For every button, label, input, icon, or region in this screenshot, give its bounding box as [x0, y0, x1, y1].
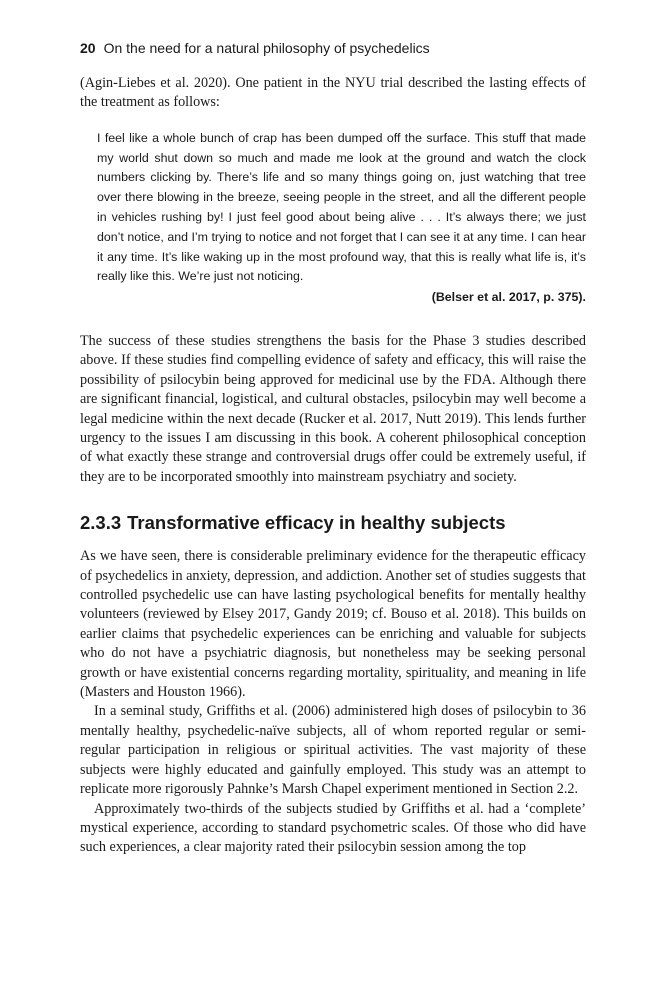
paragraph-griffiths-study: In a seminal study, Griffiths et al. (2006) administered high doses of psilocybin to 36 mentally healthy, psychedelic-naïve subjects, all of whom reported regular or semi-regular participation in religious or spiritual activities. The vast majority of these subjects were highly educated and gainfully employed. This study was an attempt to replicate more rigorously Pahnke’s Marsh Chapel experiment mentioned in Section 2.2. — [80, 703, 586, 798]
block-quote — [97, 129, 586, 308]
running-title: On the need for a natural philosophy of psychedelics — [103, 40, 430, 56]
block-quote-citation: (Belser et al. 2017, p. 375). — [431, 290, 586, 305]
running-header — [80, 38, 586, 58]
paragraph-mystical-experience: Approximately two-thirds of the subjects studied by Griffiths et al. had a ‘complete’ mystical experience, according to standard psychometric scales. Of those who did have such experiences, a clear majority rated their psilocybin session among the top — [80, 800, 586, 856]
page-number: 20 — [80, 40, 96, 56]
paragraph-healthy-subjects: As we have seen, there is considerable preliminary evidence for the therapeutic efficacy of psychedelics in anxiety, depression, and addiction. Another set of studies suggests that controlled psychedelic use can have lasting psychological benefits for mentally healthy volunteers (reviewed by Elsey 2017, Gandy 2019; cf. Bouso et al. 2018). This builds on earlier claims that psychedelic experiences can be enriching and valuable for subjects who do not have a psychiatric diagnosis, but nonetheless may be seeking personal growth or have existential concerns regarding mortality, spirituality, and meaning in life (Masters and Houston 1966). — [80, 548, 586, 701]
section-title: Transformative efficacy in healthy subjects — [127, 512, 506, 534]
paragraph-intro: (Agin-Liebes et al. 2020). One patient in the NYU trial described the lasting effects of the treatment as follows: — [80, 75, 586, 111]
paragraph-phase3: The success of these studies strengthens the basis for the Phase 3 studies described above. If these studies find compelling evidence of safety and efficacy, this will raise the possibility of psilocybin being approved for medicinal use by the FDA. Although there are significant financial, logistical, and cultural obstacles, psilocybin may well become a legal medicine within the next decade (Rucker et al. 2017, Nutt 2019). This lends further urgency to the issues I am discussing in this book. A coherent philosophical conception of what exactly these strange and controversial drugs offer could be extremely useful, if they are to be incorporated smoothly into mainstream psychiatry and society. — [80, 332, 586, 485]
section-number: 2.3.3 — [80, 512, 122, 534]
section-heading — [80, 511, 586, 535]
book-page — [80, 38, 586, 858]
block-quote-text: I feel like a whole bunch of crap has been dumped off the surface. This stuff that made my world shut down so much and made me look at the ground and watch the clock numbers clicking by. There’s life and so many things going on, just watching that tree over there blowing in the breeze, seeing people in the street, and all the different people in vehicles rushing by! I just feel good about being alive . . . It’s always there; we just don’t notice, and I’m trying to notice and not forget that I can see it at any time. I can hear it any time. It’s like waking up in the most profound way, that this is really what life is, it’s really like this. We’re just not noticing. — [97, 130, 586, 284]
